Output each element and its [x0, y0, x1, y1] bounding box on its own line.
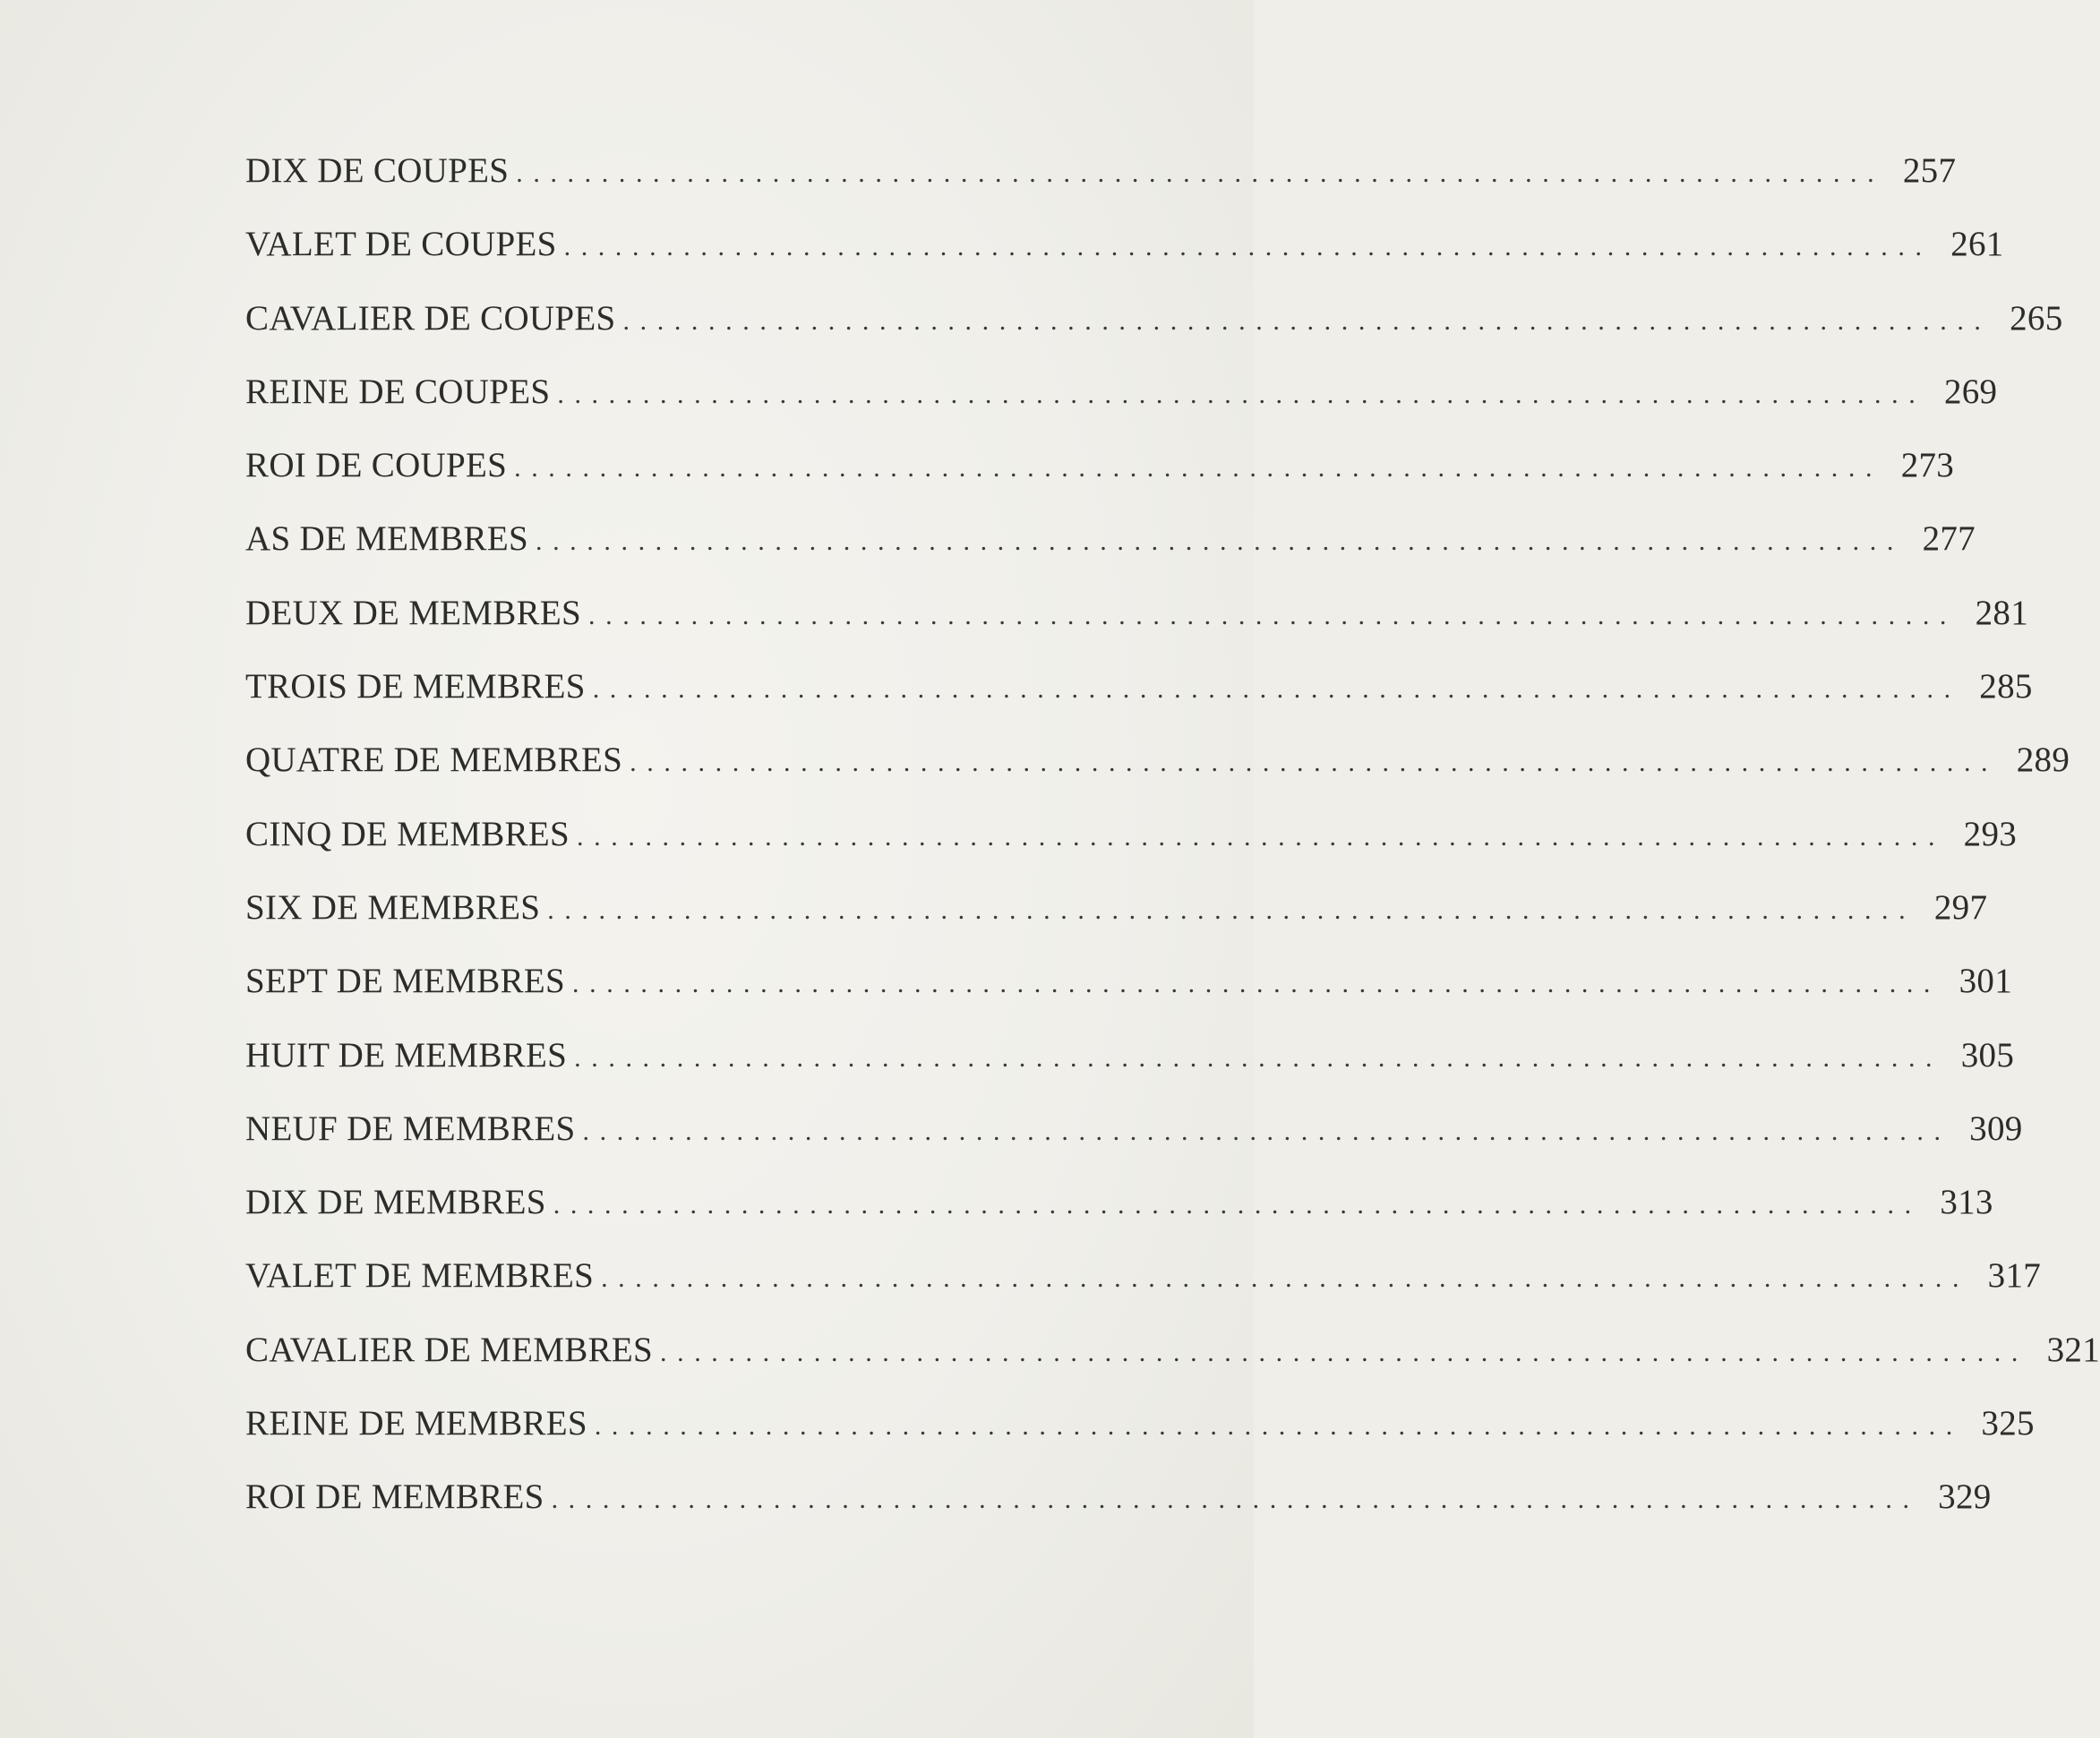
toc-entry-page: 305: [1960, 1035, 2015, 1074]
dot-leader: ................................................................................: [547, 895, 1916, 925]
dot-leader: ................................................................................: [588, 600, 1958, 630]
toc-entry-page: 317: [1987, 1256, 2042, 1296]
toc-entry-page: 293: [1963, 814, 2018, 853]
toc-entry: [245, 1403, 2035, 1477]
toc-entry-page: 329: [1938, 1477, 1992, 1517]
toc-entry: [245, 1255, 2042, 1329]
toc-entry-title: VALET DE COUPES: [245, 225, 557, 264]
toc-entry: [245, 1035, 2015, 1109]
toc-entry-page: 321: [2046, 1330, 2100, 1369]
toc-entry-page: 289: [2016, 741, 2070, 780]
toc-entry-title: DEUX DE MEMBRES: [245, 593, 582, 632]
toc-entry-title: CAVALIER DE COUPES: [245, 298, 616, 338]
toc-entry-page: 269: [1943, 372, 1998, 411]
toc-entry: [245, 372, 1998, 445]
dot-leader: ................................................................................: [553, 1190, 1922, 1220]
dot-leader: ................................................................................: [572, 969, 1941, 999]
toc-entry: [245, 1182, 1993, 1255]
toc-entry-title: NEUF DE MEMBRES: [245, 1109, 576, 1148]
toc-entry-title: VALET DE MEMBRES: [245, 1256, 595, 1296]
toc-entry-title: ROI DE COUPES: [245, 446, 508, 485]
dot-leader: ................................................................................: [592, 674, 1961, 705]
dot-leader: ................................................................................: [601, 1263, 1970, 1294]
toc-entry-title: REINE DE COUPES: [245, 372, 551, 411]
toc-entry-title: AS DE MEMBRES: [245, 519, 528, 559]
toc-entry-page: 273: [1900, 446, 1955, 485]
toc-entry: [245, 740, 2070, 813]
toc-entry: [245, 1477, 1992, 1550]
dot-leader: ................................................................................: [563, 232, 1933, 262]
toc-entry-title: QUATRE DE MEMBRES: [245, 741, 623, 780]
toc-entry-page: 325: [1981, 1404, 2035, 1443]
dot-leader: ................................................................................: [582, 1116, 1951, 1146]
toc-entry-page: 313: [1940, 1183, 1993, 1222]
toc-entry-title: SEPT DE MEMBRES: [245, 962, 566, 1001]
toc-entry-title: HUIT DE MEMBRES: [245, 1035, 568, 1074]
toc-entry: [245, 593, 2029, 666]
toc-entry: [245, 814, 2018, 887]
toc-entry-title: ROI DE MEMBRES: [245, 1477, 544, 1517]
toc-entry-title: TROIS DE MEMBRES: [245, 667, 586, 706]
toc-entry: [245, 666, 2033, 740]
toc-entry-page: 265: [2010, 298, 2063, 338]
dot-leader: ................................................................................: [630, 748, 1999, 778]
toc-entry: [245, 1109, 2023, 1182]
dot-leader: ................................................................................: [594, 1411, 1963, 1442]
toc-entry-page: 301: [1959, 962, 2013, 1001]
toc-entry: [245, 150, 1957, 224]
toc-entry: [245, 518, 1976, 592]
toc-entry-page: 261: [1950, 225, 2004, 264]
dot-leader: ................................................................................: [622, 305, 1992, 336]
toc-entry-title: DIX DE COUPES: [245, 151, 510, 190]
dot-leader: ................................................................................: [557, 379, 1926, 409]
table-of-contents: [245, 150, 2100, 1551]
toc-entry: [245, 1330, 2100, 1403]
dot-leader: ................................................................................: [551, 1485, 1920, 1515]
toc-entry-page: 297: [1933, 887, 1988, 927]
toc-entry-title: REINE DE MEMBRES: [245, 1404, 587, 1443]
toc-entry: [245, 887, 1988, 961]
toc-entry: [245, 224, 2004, 297]
toc-entry-title: DIX DE MEMBRES: [245, 1183, 546, 1222]
toc-entry-page: 257: [1902, 151, 1957, 190]
dot-leader: ................................................................................: [535, 527, 1904, 557]
toc-entry-title: CAVALIER DE MEMBRES: [245, 1330, 653, 1369]
toc-entry: [245, 298, 2063, 372]
toc-entry: [245, 961, 2013, 1034]
toc-entry-page: 285: [1979, 667, 2033, 706]
dot-leader: ................................................................................: [577, 821, 1946, 852]
toc-entry-title: SIX DE MEMBRES: [245, 887, 541, 927]
dot-leader: ................................................................................: [514, 453, 1883, 484]
dot-leader: ................................................................................: [516, 158, 1885, 188]
toc-entry-page: 281: [1975, 593, 2029, 632]
toc-entry-page: 309: [1969, 1109, 2023, 1148]
dot-leader: ................................................................................: [574, 1042, 1943, 1073]
toc-entry-title: CINQ DE MEMBRES: [245, 814, 570, 853]
dot-leader: ................................................................................: [660, 1337, 2028, 1367]
toc-entry-page: 277: [1922, 519, 1976, 559]
toc-entry: [245, 445, 1955, 518]
